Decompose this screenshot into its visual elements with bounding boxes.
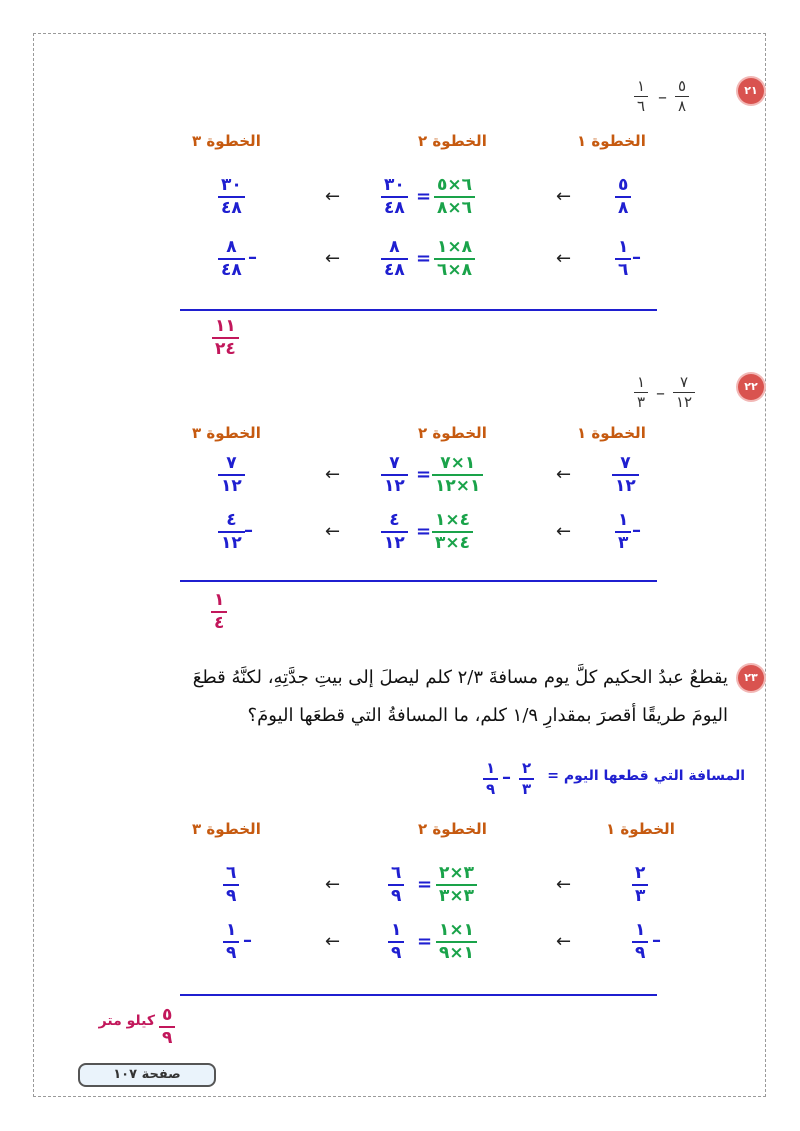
step2-result-fraction: ١ ٩ [388,922,404,962]
step3-fraction: ٨ ٤٨ [218,239,245,279]
arrow-icon: ← [325,931,341,952]
step3-fraction: ٧ ١٢ [218,455,245,495]
expr-fraction-a: ٥ ٨ [675,79,689,114]
arrow-icon: ← [556,521,572,542]
minus-sign: – [244,520,253,541]
equals-sign: = [416,248,432,269]
equals-sign: = [416,464,432,485]
answer-fraction: ١ ٤ [211,592,227,632]
equals-sign: = [417,874,433,895]
multiplier-fraction: ١×١ ١×٩ [436,922,477,962]
answer-fraction: ٥ ٩ [159,1007,175,1047]
step-2-heading: الخطوة ٢ [418,132,487,150]
arrow-icon: ← [556,248,572,269]
expr-fraction-b: ١ ٣ [634,375,648,410]
step-1-heading: الخطوة ١ [577,132,646,150]
equation-fraction-b: ١ ٩ [483,761,498,797]
minus-sign: – [632,247,641,268]
step-3-heading: الخطوة ٣ [192,820,261,838]
step3-fraction: ٤ ١٢ [218,512,245,552]
step-2-heading: الخطوة ٢ [418,820,487,838]
equation-fraction-a: ٢ ٣ [519,761,534,797]
page-number-label: صفحة ١٠٧ [78,1063,216,1087]
arrow-icon: ← [325,248,341,269]
minus-sign: – [248,247,257,268]
minus-sign: – [652,930,661,951]
arrow-icon: ← [556,931,572,952]
minus-sign: – [243,930,252,951]
minus-sign: – [658,87,667,108]
step-3-heading: الخطوة ٣ [192,424,261,442]
equation-label: المسافة التي قطعها اليوم = [547,768,745,784]
problem-number-badge: ٢٣ [738,665,764,691]
arrow-icon: ← [325,186,341,207]
problem-number-badge: ٢٢ [738,374,764,400]
word-problem-line-2: اليومَ طريقًا أقصرَ بمقدارِ ١/٩ كلم، ما المسافةُ التي قطعَها اليومَ؟ [247,705,728,726]
multiplier-fraction: ٣×٢ ٣×٣ [436,865,477,905]
answer-fraction: ١١ ٢٤ [212,318,239,358]
step3-fraction: ٦ ٩ [223,865,239,905]
step2-result-fraction: ٣٠ ٤٨ [381,177,408,217]
multiplier-fraction: ١×٧ ١×١٢ [432,455,483,495]
step-2-heading: الخطوة ٢ [418,424,487,442]
minus-sign: – [656,383,665,404]
step1-fraction: ١ ٦ [615,239,631,279]
minus-sign: – [632,520,641,541]
step-1-heading: الخطوة ١ [577,424,646,442]
equals-sign: = [416,521,432,542]
step3-fraction: ٣٠ ٤٨ [218,177,245,217]
step1-fraction: ٧ ١٢ [612,455,639,495]
sum-line [180,994,657,996]
arrow-icon: ← [556,186,572,207]
multiplier-fraction: ٤×١ ٤×٣ [432,512,473,552]
word-problem-line-1: يقطعُ عبدُ الحكيم كلَّ يوم مسافةَ ٢/٣ كلم ليصلَ إلى بيتِ جدَّتِهِ، لكنَّهُ قطعَ [192,667,728,688]
arrow-icon: ← [325,874,341,895]
equals-sign: = [416,186,432,207]
step2-result-fraction: ٧ ١٢ [381,455,408,495]
step3-fraction: ١ ٩ [223,922,239,962]
answer-unit: كيلو متر [98,1013,155,1029]
arrow-icon: ← [556,464,572,485]
arrow-icon: ← [556,874,572,895]
multiplier-fraction: ٨×١ ٨×٦ [434,239,475,279]
step1-fraction: ١ ٣ [615,512,631,552]
step2-result-fraction: ٤ ١٢ [381,512,408,552]
step2-result-fraction: ٨ ٤٨ [381,239,408,279]
arrow-icon: ← [325,521,341,542]
step2-result-fraction: ٦ ٩ [388,865,404,905]
sum-line [180,580,657,582]
equals-sign: = [417,931,433,952]
step1-fraction: ٥ ٨ [615,177,631,217]
arrow-icon: ← [325,464,341,485]
step1-fraction: ٢ ٣ [632,865,648,905]
expr-fraction-a: ٧ ١٢ [673,375,695,410]
expr-fraction-b: ١ ٦ [634,79,648,114]
sum-line [180,309,657,311]
step-1-heading: الخطوة ١ [606,820,675,838]
multiplier-fraction: ٦×٥ ٦×٨ [434,177,475,217]
problem-number-badge: ٢١ [738,78,764,104]
step-3-heading: الخطوة ٣ [192,132,261,150]
minus-sign: – [502,767,511,788]
step1-fraction: ١ ٩ [632,922,648,962]
